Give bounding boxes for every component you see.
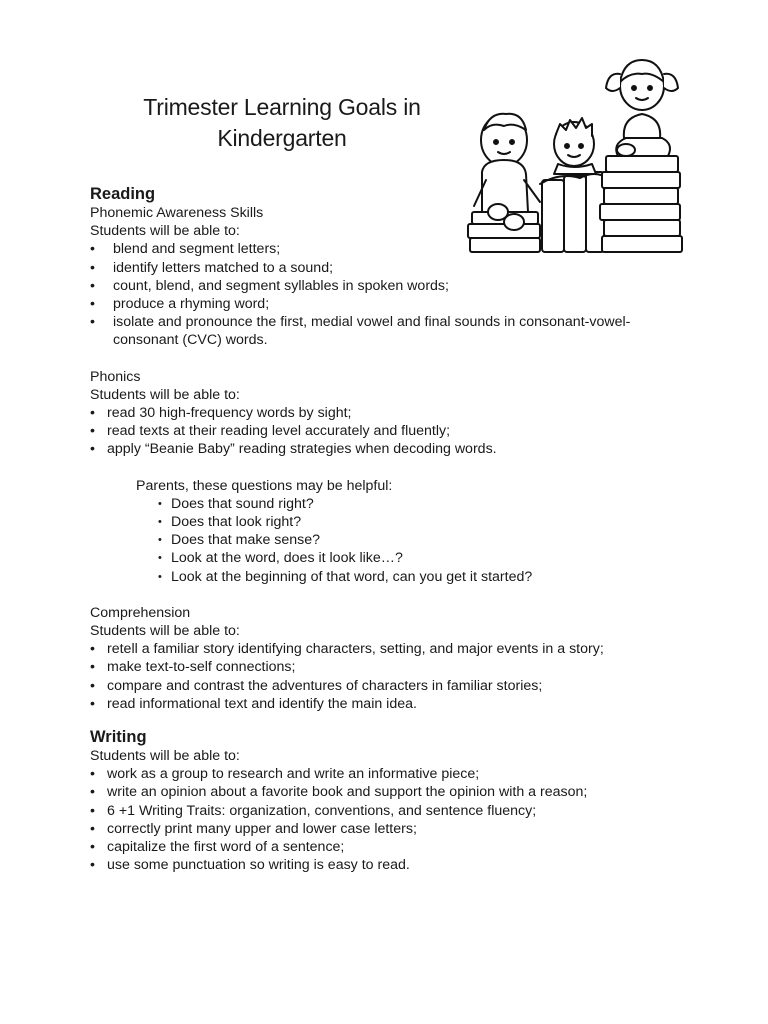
list-item: • capitalize the first word of a sentence;: [90, 838, 690, 856]
comprehension-intro: Students will be able to:: [90, 623, 240, 640]
parents-intro: Parents, these questions may be helpful:: [136, 477, 393, 494]
parents-question-list: [158, 495, 690, 586]
list-item: • work as a group to research and write an informative piece;: [90, 765, 690, 783]
title-line-1: Trimester Learning Goals in: [143, 94, 421, 120]
phonemic-subheading: Phonemic Awareness Skills: [90, 205, 264, 221]
list-item: • apply “Beanie Baby” reading strategies when decoding words.: [90, 440, 690, 458]
list-item: • produce a rhyming word;: [90, 295, 690, 313]
title-line-2: Kindergarten: [217, 125, 347, 151]
list-item: • Does that sound right?: [158, 495, 690, 513]
writing-heading: Writing: [90, 728, 147, 747]
list-item: • 6 +1 Writing Traits: organization, conventions, and sentence fluency;: [90, 802, 690, 820]
list-item: • Look at the beginning of that word, can you get it started?: [158, 568, 690, 586]
list-item: • Look at the word, does it look like…?: [158, 549, 690, 567]
list-item: • correctly print many upper and lower case letters;: [90, 820, 690, 838]
document-body: [90, 184, 690, 875]
list-item: • compare and contrast the adventures of characters in familiar stories;: [90, 677, 690, 695]
phonemic-list: [90, 240, 690, 349]
list-item: • read texts at their reading level accurately and fluently;: [90, 422, 690, 440]
list-item: • identify letters matched to a sound;: [90, 259, 690, 277]
page-title: [96, 92, 468, 154]
list-item: • write an opinion about a favorite book and support the opinion with a reason;: [90, 783, 690, 801]
comprehension-subheading: Comprehension: [90, 604, 191, 621]
comprehension-list: [90, 640, 690, 713]
list-item: • blend and segment letters;: [90, 240, 690, 258]
list-item: • count, blend, and segment syllables in spoken words;: [90, 277, 690, 295]
list-item: • use some punctuation so writing is easy to read.: [90, 856, 690, 874]
writing-list: [90, 765, 690, 874]
list-item: • Does that look right?: [158, 513, 690, 531]
writing-intro: Students will be able to:: [90, 748, 240, 765]
phonics-intro: Students will be able to:: [90, 386, 240, 403]
phonemic-intro: Students will be able to:: [90, 223, 240, 240]
list-item: • isolate and pronounce the first, medial vowel and final sounds in consonant-vowel-consonant (CVC) words.: [90, 313, 690, 349]
phonics-subheading: Phonics: [90, 368, 141, 385]
reading-heading: Reading: [90, 185, 156, 203]
list-item: • read 30 high-frequency words by sight;: [90, 404, 690, 422]
list-item: • Does that make sense?: [158, 531, 690, 549]
list-item: • make text-to-self connections;: [90, 658, 690, 676]
list-item: • retell a familiar story identifying characters, setting, and major events in a story;: [90, 640, 690, 658]
phonics-list: [90, 404, 690, 459]
parents-questions: [136, 477, 690, 586]
list-item: • read informational text and identify the main idea.: [90, 695, 690, 713]
